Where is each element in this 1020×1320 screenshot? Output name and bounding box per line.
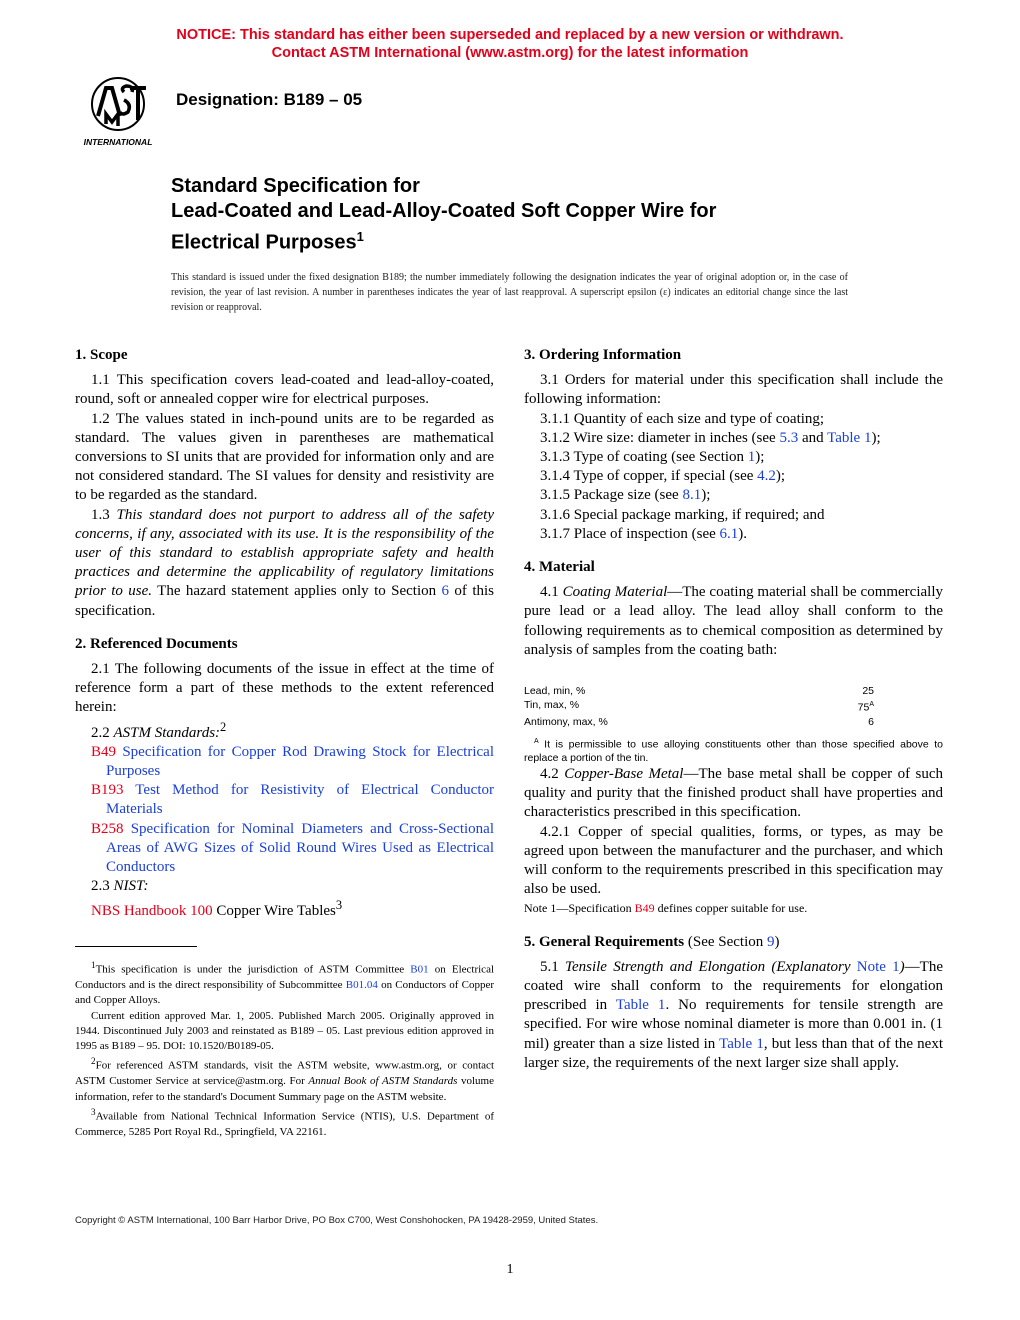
page-number: 1 (506, 1262, 514, 1277)
table-row: Tin, max, % $75^A$ (524, 699, 874, 714)
title-line-2: Lead-Coated and Lead-Alloy-Coated Soft Copper Wire for (171, 200, 717, 222)
subcommittee-link[interactable]: B01.04 (345, 978, 378, 991)
section-6-1-link[interactable]: 6.1 (719, 525, 739, 542)
order-item: 3.1.7 Place of inspection (see 6.1). (540, 525, 748, 542)
withdrawal-notice (0, 26, 1020, 62)
issuance-note: This standard is issued under the fixed designation B189; the number immediately following the designation indicates the year of original adoption or, in the case of revision, the year of last revision. A number in parentheses indicates the year of last reapproval. A superscript epsilon (ε) indicates an editorial change since the last revision or reapproval. (171, 272, 848, 313)
nbs-handbook-link[interactable]: NBS Handbook 100 (91, 903, 213, 920)
para-4-2: 4.2 Copper-Base Metal—The base metal shall be copper of such quality and purity that the finished product shall have properties and characteristics prescribed in this specification. (524, 766, 943, 821)
ref-title-link[interactable]: Specification for Copper Rod Drawing Stock for Electrical Purposes (106, 743, 494, 780)
copyright-notice: Copyright © ASTM International, 100 Barr Harbor Drive, PO Box C700, West Conshohocken, PA 19428-2959, United States. (75, 1215, 599, 1226)
table-row: Antimony, max, % 6 (524, 715, 874, 728)
ref-title-link[interactable]: Test Method for Resistivity of Electrical Conductor Materials (106, 782, 494, 818)
document-title (171, 174, 871, 256)
nbs-reference: NBS Handbook 100 Copper Wire Tables$^3$ (91, 898, 343, 920)
para-2-2: 2.2 ASTM Standards:$^2$ (91, 719, 227, 741)
section-4-2-link[interactable]: 4.2 (757, 468, 776, 485)
composition-table (524, 684, 943, 729)
ref-title-link[interactable]: Specification for Nominal Diameters and Cross-Sectional Areas of AWG Sizes of Solid Round Wires Used as Electrical Conductors (106, 820, 494, 876)
table-row: Lead, min, % 25 (524, 685, 874, 698)
ref-code-link[interactable]: B49 (91, 743, 117, 760)
footnote-1-edition: Current edition approved Mar. 1, 2005. Published March 2005. Originally approved in 1944. Discontinued July 2003 and reinstated as B189 – 05. Last previous edition approved in 1995 as B189 – 95. DOI: 10.1520/B0189-05. (75, 1009, 494, 1053)
order-item: 3.1.5 Package size (see 8.1); (540, 487, 711, 504)
table-1-link[interactable]: Table 1 (615, 997, 666, 1014)
note-1-link[interactable]: Note 1 (856, 958, 900, 975)
section-5-heading: 5. General Requirements (See Section 9) (524, 933, 780, 950)
b49-link[interactable]: B49 (634, 901, 655, 916)
footnote-divider (75, 946, 197, 947)
section-1-link[interactable]: 1 (747, 449, 756, 466)
para-2-3: 2.3 NIST: (91, 878, 149, 895)
reference-item (75, 743, 494, 781)
reference-list (75, 743, 494, 877)
reference-item (75, 820, 494, 878)
order-item: 3.1.3 Type of coating (see Section 1); (540, 449, 765, 466)
footnote-1: $^1$This specification is under the jurisdiction of ASTM Committee B01 on Electrical Conductors and is the direct responsibility of Subcommittee B01.04 on Conductors of Copper and Copper Alloys. (75, 960, 495, 1007)
ref-code-link[interactable]: B193 (91, 782, 124, 799)
para-4-1: 4.1 Coating Material—The coating material shall be commercially pure lead or a lead alloy. The lead alloy shall conform to the following requirements as to chemical composition as determined by analysis of samples from the coating bath: (524, 584, 943, 658)
table-1-link[interactable]: Table 1 (719, 1035, 764, 1052)
notice-line-2: Contact ASTM International (www.astm.org) for the latest information (271, 45, 749, 61)
para-2-1: 2.1 The following documents of the issue in effect at the time of reference form a part of these methods to the extent referenced herein: (75, 661, 494, 716)
left-column (75, 346, 494, 922)
ref-code-link[interactable]: B258 (91, 820, 124, 837)
notice-line-1: NOTICE: This standard has either been superseded and replaced by a new version or withdrawn. (176, 27, 844, 43)
title-line-1: Standard Specification for (171, 175, 420, 197)
footnote-3: $^3$Available from National Technical Information Service (NTIS), U.S. Department of Commerce, 5285 Port Royal Rd., Springfield, VA 22161. (75, 1106, 494, 1138)
right-column (524, 346, 943, 1073)
designation: Designation: B189 – 05 (176, 90, 363, 109)
section-3-heading: 3. Ordering Information (524, 347, 682, 363)
order-item: 3.1.6 Special package marking, if required; and (540, 506, 825, 523)
footnote-2: $^2$For referenced ASTM standards, visit the ASTM website, www.astm.org, or contact ASTM Customer Service at service@astm.org. For Annual Book of ASTM Standards volume information, refer to the standard's Document Summary page on the ASTM website. (75, 1056, 494, 1103)
para-1-2: 1.2 The values stated in inch-pound units are to be regarded as standard. The values given in parentheses are mathematical conversions to SI units that are provided for information only and are not considered standard. The SI values for density and resistivity are to be regarded as the standard. (75, 410, 494, 504)
order-item: 3.1.2 Wire size: diameter in inches (see 5.3 and Table 1); (540, 429, 881, 446)
committee-b01-link[interactable]: B01 (410, 963, 429, 976)
section-2-heading: 2. Referenced Documents (75, 635, 238, 652)
astm-logo-icon (76, 74, 160, 150)
para-1-3: 1.3 This standard does not purport to address all of the safety concerns, if any, associated with its use. It is the responsibility of the user of this standard to establish appropriate safety and health practices and determine the applicability of regulatory limitations prior to use. The hazard statement applies only to Section 6 of this specification. (75, 506, 495, 619)
section-1-heading: 1. Scope (75, 347, 128, 363)
footnotes (75, 958, 494, 1140)
table-footnote: $^A$ It is permissible to use alloying constituents other than those specified above to replace a portion of the tin. (524, 737, 943, 765)
title-line-3: Electrical Purposes$^1$ (171, 229, 364, 254)
section-5-3-link[interactable]: 5.3 (779, 429, 799, 446)
table-1-link[interactable]: Table 1 (827, 429, 872, 446)
para-5-1: 5.1 Tensile Strength and Elongation (Explanatory Note 1)—The coated wire shall conform to the requirements for elongation prescribed in Table 1. No requirements for tensile strength are specified. For wire whose nominal diameter is more than 0.001 in. (1 mil) greater than a size listed in Table 1, but less than that of the next larger size, the requirements of the next larger size shall apply. (524, 958, 944, 1071)
section-8-1-link[interactable]: 8.1 (682, 487, 702, 504)
section-6-link[interactable]: 6 (441, 583, 450, 600)
title-footnote-ref[interactable]: 1 (356, 229, 364, 244)
order-item: 3.1.1 Quantity of each size and type of coating; (540, 410, 825, 427)
svg-text:INTERNATIONAL: INTERNATIONAL (83, 137, 153, 147)
footnote-ref-2[interactable]: 2 (220, 719, 227, 734)
footnote-ref-3[interactable]: 3 (335, 898, 343, 913)
note-1: Note 1—Specification B49 defines copper suitable for use. (524, 901, 808, 916)
order-item: 3.1.4 Type of copper, if special (see 4.2); (540, 468, 786, 485)
reference-item (75, 781, 494, 819)
para-4-2-1: 4.2.1 Copper of special qualities, forms, or types, as may be agreed upon between the manufacturer and the purchaser, and which will conform to the requirements prescribed in this specification may also be used. (524, 823, 943, 898)
section-9-link[interactable]: 9 (767, 933, 775, 950)
para-1-1: 1.1 This specification covers lead-coated and lead-alloy-coated, round, soft or annealed copper wire for electrical purposes. (75, 372, 494, 408)
section-4-heading: 4. Material (524, 559, 595, 576)
para-3-1: 3.1 Orders for material under this specification shall include the following information: (524, 372, 943, 408)
